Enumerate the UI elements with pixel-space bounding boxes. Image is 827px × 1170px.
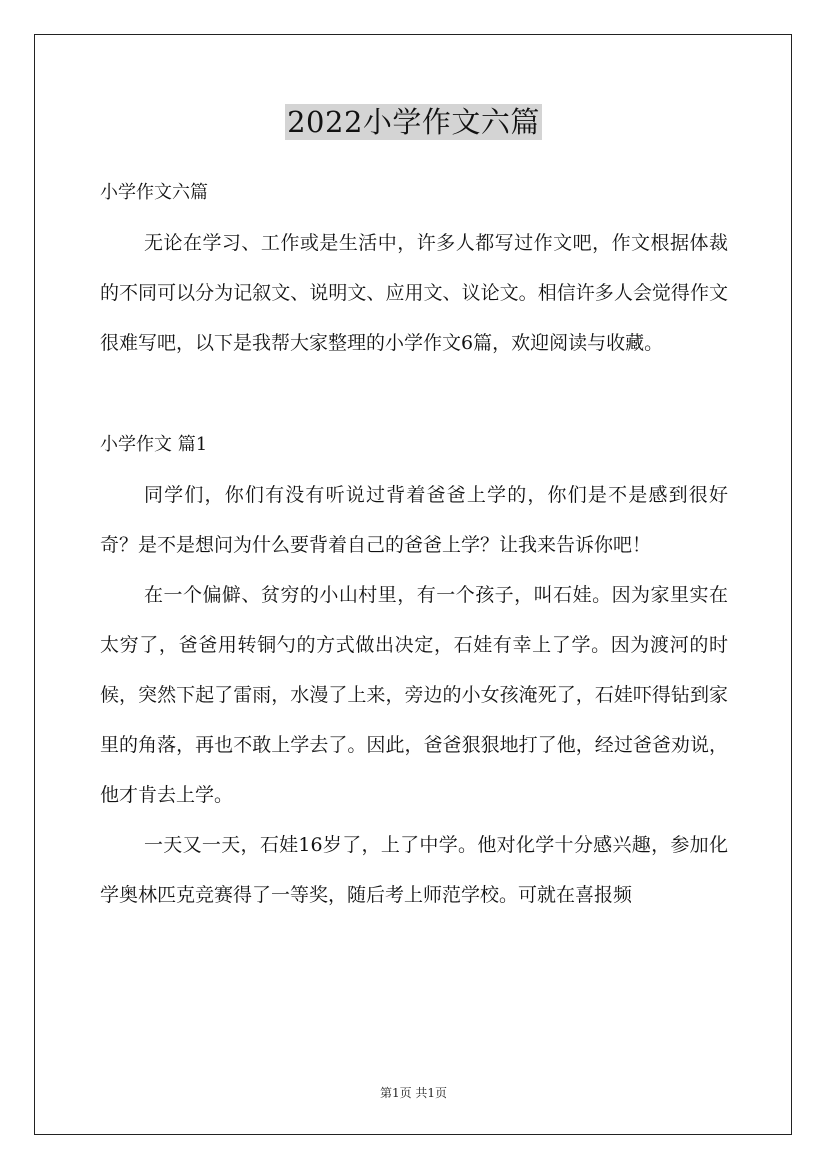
document-title: 2022小学作文六篇 [287, 105, 540, 139]
document-body [100, 168, 728, 920]
section-heading: 小学作文 篇1 [100, 434, 208, 455]
section-gap [100, 368, 728, 420]
body-paragraph: 一天又一天，石娃16岁了，上了中学。他对化学十分感兴趣，参加化学奥林匹克竞赛得了一等奖，随后考上师范学校。可就在喜报频 [100, 834, 728, 906]
body-paragraph: 在一个偏僻、贫穷的小山村里，有一个孩子，叫石娃。因为家里实在太穷了，爸爸用转铜勺的方式做出决定，石娃有幸上了学。因为渡河的时候，突然下起了雷雨，水漫了上来，旁边的小女孩淹死了，石娃吓得钻到家里的角落，再也不敢上学去了。因此，爸爸狠狠地打了他，经过爸爸劝说，他才肯去上学。 [100, 584, 728, 806]
document-subtitle: 小学作文六篇 [100, 182, 208, 203]
body-paragraph: 同学们，你们有没有听说过背着爸爸上学的，你们是不是感到很好奇？是不是想问为什么要背着自己的爸爸上学？让我来告诉你吧！ [100, 484, 728, 556]
document-title-wrap [0, 100, 827, 141]
intro-paragraph: 无论在学习、工作或是生活中，许多人都写过作文吧，作文根据体裁的不同可以分为记叙文、说明文、应用文、议论文。相信许多人会觉得作文很难写吧，以下是我帮大家整理的小学作文6篇，欢迎阅读与收藏。 [100, 232, 728, 354]
page-footer: 第1页 共1页 [379, 1086, 448, 1100]
